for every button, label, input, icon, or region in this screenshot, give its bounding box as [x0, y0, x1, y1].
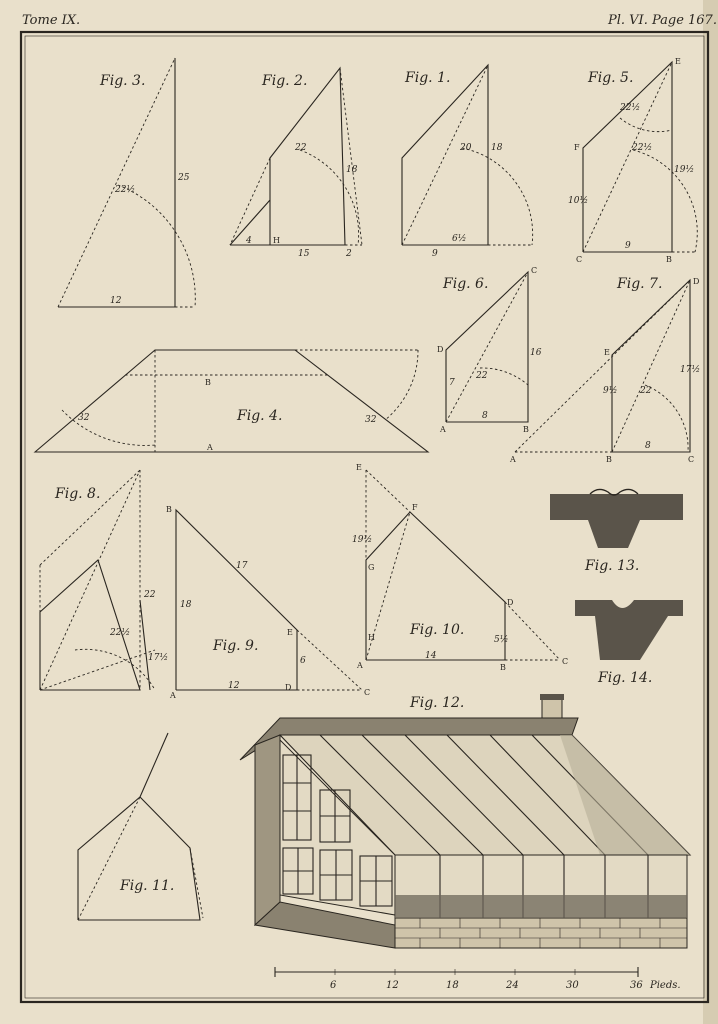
scale-tick-36: 36: [630, 980, 643, 991]
fig9-label-height: 18: [180, 600, 192, 610]
fig9-label-a: A: [170, 691, 176, 700]
fig9-label-e: E: [287, 628, 293, 637]
fig9-label-base: 12: [228, 681, 240, 691]
fig5-label-f: F: [574, 143, 580, 152]
fig1-label-base-b: 9: [432, 249, 438, 259]
fig4-label-a: A: [207, 443, 213, 452]
fig10-label-g: G: [368, 563, 375, 572]
fig4-label-b: B: [205, 378, 211, 387]
fig5-label-b: B: [666, 255, 672, 264]
fig8-title: Fig. 8.: [55, 486, 101, 502]
scale-tick-12: 12: [386, 980, 399, 991]
fig2-label-base: 15: [298, 249, 310, 259]
fig2-label-a: 4: [246, 236, 252, 246]
fig11-title: Fig. 11.: [120, 878, 175, 894]
fig6-label-height: 16: [530, 348, 542, 358]
fig10-label-f: F: [412, 503, 418, 512]
fig12-title: Fig. 12.: [410, 695, 465, 711]
fig6-label-d: D: [437, 345, 444, 354]
fig2-label-height: 18: [346, 165, 358, 175]
fig5-title: Fig. 5.: [588, 70, 634, 86]
fig8-label-diag: 22½: [110, 628, 131, 638]
fig10-label-b: B: [500, 663, 506, 672]
fig10-label-d: D: [507, 598, 514, 607]
fig10-label-c: C: [562, 657, 569, 666]
fig2-label-h: H: [273, 236, 280, 245]
fig6-label-left: 7: [449, 378, 455, 388]
fig3-label-height: 25: [178, 173, 190, 183]
fig7-label-diag: 22: [640, 386, 652, 396]
fig2-label-hyp: 22: [295, 143, 307, 153]
fig5-label-right: 19½: [674, 165, 695, 175]
fig10-label-base: 14: [425, 651, 437, 661]
fig9-label-c: C: [364, 688, 371, 697]
fig8-label-right: 17½: [148, 653, 169, 663]
fig10-label-h: H: [368, 633, 375, 642]
header-plate: Pl. VI. Page 167.: [608, 13, 717, 28]
fig9-title: Fig. 9.: [213, 638, 259, 654]
fig9-label-d: D: [285, 683, 292, 692]
fig6-label-c: C: [531, 266, 538, 275]
fig3-title: Fig. 3.: [100, 73, 146, 89]
fig7-label-left: 9½: [603, 386, 618, 396]
fig5-label-left: 10½: [568, 196, 589, 206]
fig7-label-e: E: [604, 348, 610, 357]
header-tome: Tome IX.: [22, 13, 81, 28]
fig4-label-right: 32: [365, 415, 377, 425]
scale-tick-6: 6: [330, 980, 337, 991]
fig7-label-height: 17½: [680, 365, 701, 375]
fig9-label-b: B: [166, 505, 172, 514]
fig3-label-hyp: 22½: [115, 185, 136, 195]
fig1-title: Fig. 1.: [405, 70, 451, 86]
page-gutter: [703, 0, 718, 1024]
fig5-label-diag: 22½: [632, 143, 653, 153]
fig5-label-top: 22½: [620, 103, 641, 113]
fig3-label-base: 12: [110, 296, 122, 306]
fig6-label-b: B: [523, 425, 529, 434]
scale-unit: Pieds.: [650, 980, 681, 991]
fig10-label-right: 5½: [494, 635, 509, 645]
fig4-label-left: 32: [78, 413, 90, 423]
fig10-title: Fig. 10.: [410, 622, 465, 638]
fig10-label-e: E: [356, 463, 362, 472]
fig2-label-b: 2: [346, 249, 352, 259]
fig7-label-c: C: [688, 455, 695, 464]
fig1-label-hyp: 20: [460, 143, 472, 153]
fig10-label-a: A: [357, 661, 363, 670]
fig8-label-height: 22: [144, 590, 156, 600]
fig7-label-a: A: [510, 455, 516, 464]
fig5-label-e: E: [675, 57, 681, 66]
fig2-title: Fig. 2.: [262, 73, 308, 89]
fig1-label-base-a: 6½: [452, 234, 467, 244]
fig13-title: Fig. 13.: [585, 558, 640, 574]
fig6-label-diag: 22: [476, 371, 488, 381]
scale-tick-30: 30: [566, 980, 579, 991]
fig6-label-a: A: [440, 425, 446, 434]
fig7-label-d: D: [693, 277, 700, 286]
fig6-label-base: 8: [482, 411, 488, 421]
scale-tick-24: 24: [506, 980, 519, 991]
fig7-label-base: 8: [645, 441, 651, 451]
fig5-label-c: C: [576, 255, 583, 264]
fig6-title: Fig. 6.: [443, 276, 489, 292]
fig14-title: Fig. 14.: [598, 670, 653, 686]
fig7-label-b: B: [606, 455, 612, 464]
fig7-title: Fig. 7.: [617, 276, 663, 292]
fig9-label-right: 6: [300, 656, 306, 666]
scale-tick-18: 18: [446, 980, 459, 991]
fig5-label-base: 9: [625, 241, 631, 251]
fig10-label-upper: 19½: [352, 535, 373, 545]
fig1-label-height: 18: [491, 143, 503, 153]
fig4-title: Fig. 4.: [237, 408, 283, 424]
fig9-label-hyp: 17: [236, 561, 248, 571]
